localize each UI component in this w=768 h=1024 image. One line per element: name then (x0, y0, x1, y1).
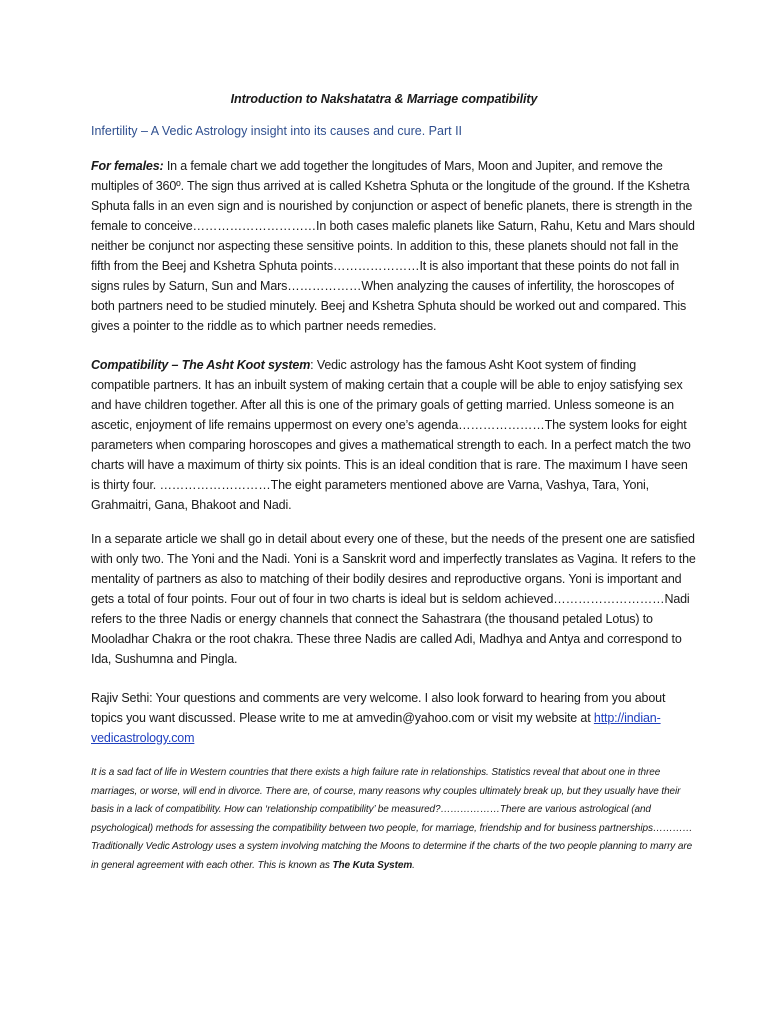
kuta-system-term: The Kuta System (332, 859, 413, 871)
paragraph-text: : Vedic astrology has the famous Asht Koot system of finding compatible partners. It has an inbuilt system of making certain that a couple will be able to enjoy satisfying sex and have children together. After all this is one of the primary goals of getting married. Unless someone is an ascetic, enjoyment of life remains uppermost on every one’s agenda…………………The system looks for eight parameters when comparing horoscopes and gives a mathematical strength to each. In a perfect match the two charts will have a maximum of thirty six points. This is an ideal condition that is rare. The maximum I have seen is thirty four. ………………………The eight parameters mentioned above are Varna, Vashya, Tara, Yoni, Grahmaitri, Gana, Bhakoot and Nadi. (91, 358, 691, 512)
paragraph-text: It is a sad fact of life in Western countries that there exists a high failure rate in relationships. Statistics reveal that about one in three marriages, or worse, will end in divorce. There are, of course, many reasons why couples ultimately break up, but they usually have their basis in a lack of compatibility. How can ‘relationship compatibility’ be measured?………………There are various astrological (and psychological) methods for assessing the compatibility between two people, for marriage, friendship and for business partnerships…………Traditionally Vedic Astrology uses a system involving matching the Moons to determine if the charts of the two people planning to marry are in general agreement with each other. This is known as (91, 767, 693, 871)
article-subtitle: Infertility – A Vedic Astrology insight into its causes and cure. Part II (91, 124, 463, 138)
lead-compatibility: Compatibility – The Asht Koot system (91, 358, 311, 372)
lead-for-females: For females: (91, 159, 164, 173)
paragraph-text: Rajiv Sethi: Your questions and comments are very welcome. I also look forward to hearing from you about topics you want discussed. Please write to me at amvedin@yahoo.com or visit my website at (91, 691, 666, 725)
website-link[interactable]: http://indian-vedicastrology.com (91, 711, 661, 745)
paragraph-for-females (91, 156, 696, 336)
paragraph-text: In a female chart we add together the longitudes of Mars, Moon and Jupiter, and remove the multiples of 360º. The sign thus arrived at is called Kshetra Sphuta or the longitude of the ground. If the Kshetra Sphuta falls in an even sign and is nourished by conjunction or aspect of benefic planets, there is strength in the female to conceive…………………………In both cases malefic planets like Saturn, Rahu, Ketu and Mars should neither be conjunct nor aspecting these sensitive points. In addition to this, these planets should not fall in the fifth from the Beej and Kshetra Sphuta points…………………It is also important that these points do not fall in signs rules by Saturn, Sun and Mars………………When analyzing the causes of infertility, the horoscopes of both partners need to be studied minutely. Beej and Kshetra Sphuta should be worked out and compared. This gives a pointer to the riddle as to which partner needs remedies. (91, 159, 695, 333)
paragraph-kuta-system (91, 764, 696, 875)
paragraph-contact (91, 688, 696, 748)
paragraph-compatibility (91, 355, 696, 515)
paragraph-yoni-nadi: In a separate article we shall go in detail about every one of these, but the needs of the present one are satisfied with only two. The Yoni and the Nadi. Yoni is a Sanskrit word and imperfectly translates as Vagina. It refers to the mentality of partners as also to matching of their bodily desires and reproductive organs. Yoni is important and gets a total of four points. Four out of four in two charts is ideal but is seldom achieved………………………Nadi refers to the three Nadis or energy channels that connect the Sahastrara (the thousand petaled Lotus) to Mooladhar Chakra or the root chakra. These three Nadis are called Adi, Madhya and Antya and correspond to Ida, Sushumna and Pingla. (91, 532, 696, 666)
paragraph-tail: . (412, 859, 415, 871)
page-title: Introduction to Nakshatatra & Marriage compatibility (230, 92, 538, 106)
